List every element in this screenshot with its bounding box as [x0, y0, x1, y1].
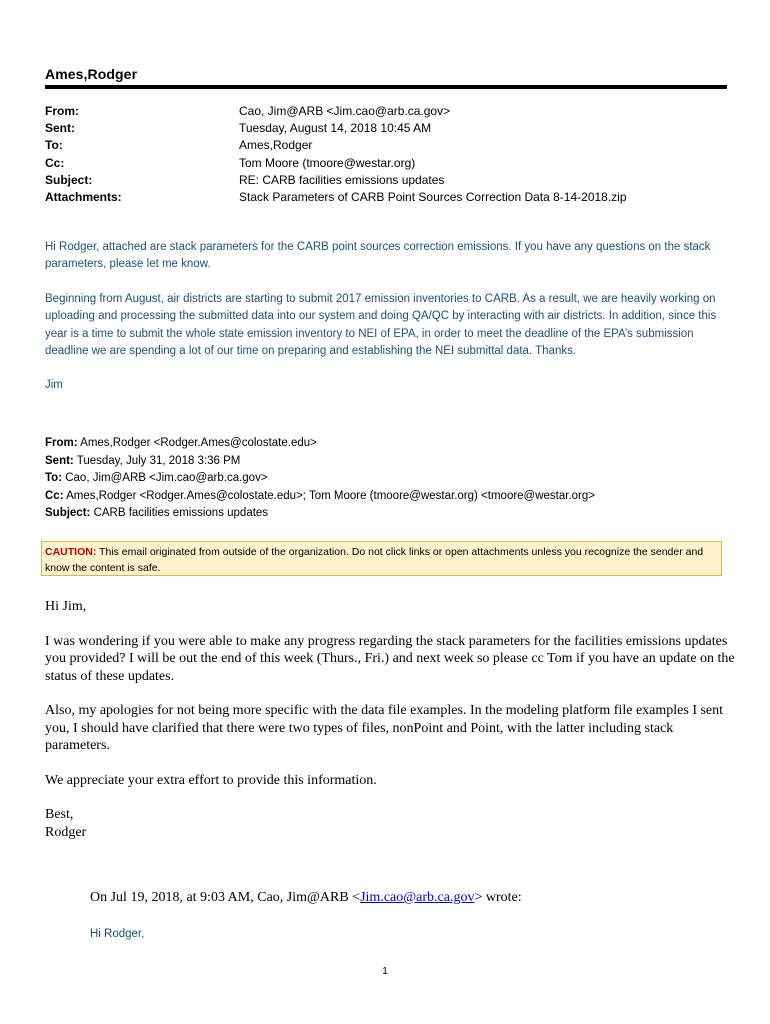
body-paragraph: Also, my apologies for not being more specific with the data file examples. In the modeling platform file examples I sent you, I should have clarified that there were two types of files, nonPoint and Point, with the latter including stack parameters. — [45, 703, 724, 753]
fwd-row-from — [45, 435, 729, 453]
header-rule — [45, 85, 727, 89]
header-label: From: — [45, 104, 79, 118]
fwd-row-to — [45, 470, 729, 488]
quote-suffix: > wrote: — [474, 890, 522, 905]
reply-signature: Jim — [45, 379, 63, 392]
caution-text: This email originated from outside of the organization. Do not click links or open attachments unless you recognize the sender and know the content is safe. — [45, 546, 704, 574]
header-row-cc — [45, 155, 727, 172]
closing-word: Best, — [45, 807, 74, 822]
quote-prefix: On Jul 19, 2018, at 9:03 AM, Cao, Jim@ARB < — [90, 890, 361, 905]
body-paragraph: We appreciate your extra effort to provide this information. — [45, 772, 377, 788]
header-label: Attachments: — [45, 189, 122, 204]
header-label: Cc: — [45, 155, 65, 170]
header-value: Cao, Jim@ARB <Jim.cao@arb.ca.gov> — [239, 104, 451, 118]
email-link[interactable]: Jim.cao@arb.ca.gov — [360, 890, 475, 905]
header-label: Subject: — [45, 172, 93, 187]
header-row-from — [45, 103, 727, 120]
fwd-row-sent — [45, 453, 729, 471]
quote-intro — [90, 889, 522, 907]
closing — [45, 806, 735, 841]
header-row-subject — [45, 172, 727, 189]
fwd-value: Ames,Rodger <Rodger.Ames@colostate.edu> — [77, 437, 317, 449]
closing-name: Rodger — [45, 824, 87, 840]
fwd-value: Tuesday, July 31, 2018 3:36 PM — [73, 454, 241, 467]
header-row-sent — [45, 120, 727, 137]
fwd-label: Sent: — [45, 454, 74, 467]
original-message-body — [45, 598, 735, 858]
header-label: To: — [45, 138, 63, 153]
reply-paragraph: Hi Rodger, attached are stack parameters for the CARB point sources correction emissions. If you have any questions on the stack parameters, please let me know. — [45, 241, 711, 271]
header-value: RE: CARB facilities emissions updates — [239, 172, 445, 187]
header-row-attachments — [45, 189, 727, 206]
fwd-label: To: — [45, 472, 63, 485]
header-value: Ames,Rodger — [239, 138, 313, 153]
reply-paragraph: Beginning from August, air districts are starting to submit 2017 emission inventories to CARB. As a result, we are heavily working on uploading and processing the submitted data into our system and doing QA/QC by interacting with air districts. In addition, since this year is a time to submit the whole state emission inventory to NEI of EPA, in order to meet the deadline of the EPA’s submission deadline we are spending a lot of our time on preparing and establishing the NEI submittal data. Thanks. — [45, 292, 717, 358]
forwarded-header — [45, 435, 729, 523]
header-label: Sent: — [45, 121, 75, 136]
mailbox-owner: Ames,Rodger — [45, 66, 138, 82]
fwd-value: Cao, Jim@ARB <Jim.cao@arb.ca.gov> — [62, 472, 268, 485]
fwd-row-subject — [45, 505, 729, 523]
header-value: Tuesday, August 14, 2018 10:45 AM — [239, 121, 432, 136]
header-row-to — [45, 137, 727, 154]
fwd-label: Cc: — [45, 489, 64, 502]
fwd-label: From: — [45, 437, 78, 449]
attachment-name[interactable]: Stack Parameters of CARB Point Sources Correction Data 8-14-2018.zip — [239, 189, 627, 204]
fwd-value: Ames,Rodger <Rodger.Ames@colostate.edu>; Tom Moore (tmoore@westar.org) <tmoore@westar.org> — [63, 489, 596, 502]
reply-body — [45, 239, 729, 412]
fwd-label: Subject: — [45, 507, 91, 520]
page-number: 1 — [382, 966, 388, 977]
email-header — [45, 103, 727, 206]
header-value: Tom Moore (tmoore@westar.org) — [239, 155, 416, 170]
quoted-greeting: Hi Rodger, — [90, 928, 145, 940]
body-paragraph: I was wondering if you were able to make any progress regarding the stack parameters for the facilities emissions updates you provided? I will be out the end of this week (Thurs., Fri.) and next week so please cc Tom if you have an update on the status of these updates. — [45, 633, 735, 684]
caution-banner — [41, 541, 722, 576]
fwd-value: CARB facilities emissions updates — [90, 507, 269, 520]
fwd-row-cc — [45, 488, 729, 506]
greeting: Hi Jim, — [45, 599, 87, 614]
caution-tag: CAUTION: — [45, 546, 97, 558]
